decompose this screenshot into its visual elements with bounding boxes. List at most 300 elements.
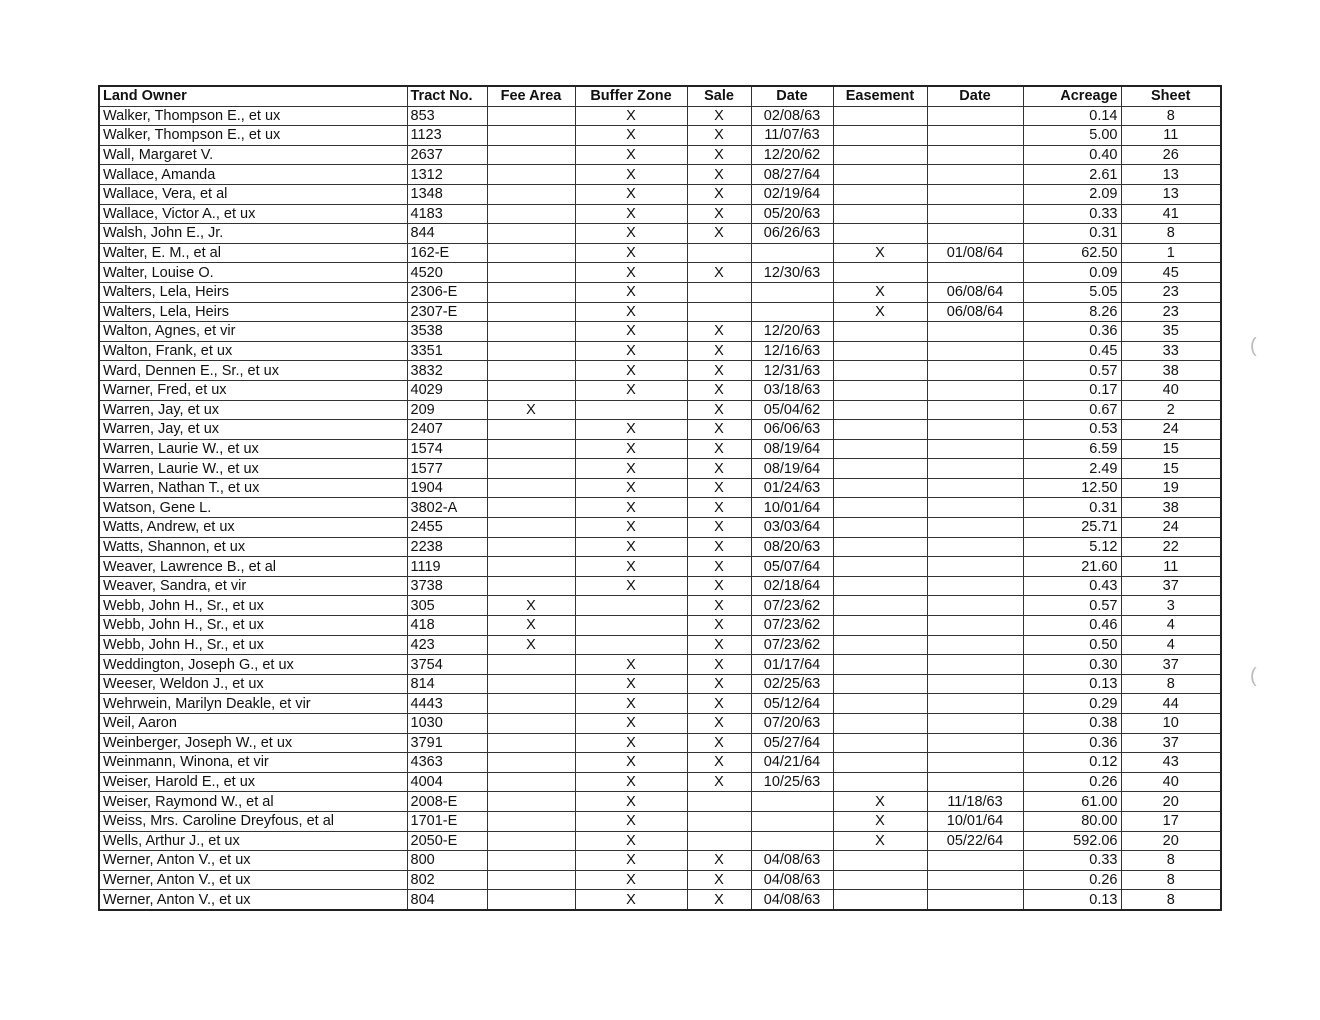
sale-date-cell: 10/25/63 bbox=[751, 772, 833, 792]
land-owner-cell: Weaver, Sandra, et vir bbox=[99, 576, 407, 596]
sale-date-cell: 04/08/63 bbox=[751, 851, 833, 871]
land-owner-cell: Warren, Laurie W., et ux bbox=[99, 459, 407, 479]
tract-no-cell: 1348 bbox=[407, 184, 487, 204]
land-owner-cell: Warren, Laurie W., et ux bbox=[99, 439, 407, 459]
acreage-cell: 0.50 bbox=[1023, 635, 1121, 655]
acreage-cell: 0.31 bbox=[1023, 498, 1121, 518]
easement-cell bbox=[833, 772, 927, 792]
fee-area-cell bbox=[487, 459, 575, 479]
easement-cell bbox=[833, 420, 927, 440]
sheet-cell: 37 bbox=[1121, 576, 1221, 596]
easement-cell: X bbox=[833, 792, 927, 812]
acreage-cell: 62.50 bbox=[1023, 243, 1121, 263]
acreage-cell: 0.40 bbox=[1023, 145, 1121, 165]
fee-area-cell bbox=[487, 674, 575, 694]
sheet-cell: 8 bbox=[1121, 674, 1221, 694]
fee-area-cell bbox=[487, 420, 575, 440]
tract-no-cell: 1701-E bbox=[407, 811, 487, 831]
tract-no-cell: 162-E bbox=[407, 243, 487, 263]
acreage-cell: 0.13 bbox=[1023, 890, 1121, 910]
sheet-cell: 33 bbox=[1121, 341, 1221, 361]
sheet-cell: 4 bbox=[1121, 616, 1221, 636]
easement-cell bbox=[833, 204, 927, 224]
tract-no-cell: 209 bbox=[407, 400, 487, 420]
sale-date-cell: 12/16/63 bbox=[751, 341, 833, 361]
fee-area-cell bbox=[487, 380, 575, 400]
table-row bbox=[99, 792, 1221, 812]
sheet-cell: 40 bbox=[1121, 380, 1221, 400]
fee-area-cell bbox=[487, 851, 575, 871]
buffer-zone-cell bbox=[575, 635, 687, 655]
fee-area-cell bbox=[487, 106, 575, 126]
fee-area-cell: X bbox=[487, 400, 575, 420]
easement-date-cell bbox=[927, 870, 1023, 890]
sale-date-cell: 05/27/64 bbox=[751, 733, 833, 753]
easement-cell bbox=[833, 459, 927, 479]
acreage-cell: 21.60 bbox=[1023, 557, 1121, 577]
easement-cell: X bbox=[833, 282, 927, 302]
sheet-cell: 4 bbox=[1121, 635, 1221, 655]
tract-no-cell: 1574 bbox=[407, 439, 487, 459]
easement-date-cell bbox=[927, 361, 1023, 381]
acreage-cell: 0.17 bbox=[1023, 380, 1121, 400]
sheet-cell: 44 bbox=[1121, 694, 1221, 714]
table-row bbox=[99, 204, 1221, 224]
sheet-cell: 15 bbox=[1121, 459, 1221, 479]
tract-no-cell: 3754 bbox=[407, 655, 487, 675]
land-owner-cell: Walter, E. M., et al bbox=[99, 243, 407, 263]
sale-date-cell bbox=[751, 792, 833, 812]
sale-cell: X bbox=[687, 420, 751, 440]
table-row bbox=[99, 557, 1221, 577]
fee-area-cell bbox=[487, 165, 575, 185]
sale-cell: X bbox=[687, 322, 751, 342]
tract-no-cell: 853 bbox=[407, 106, 487, 126]
sale-cell: X bbox=[687, 655, 751, 675]
tract-no-cell: 3832 bbox=[407, 361, 487, 381]
acreage-cell: 0.38 bbox=[1023, 714, 1121, 734]
land-owner-cell: Weiss, Mrs. Caroline Dreyfous, et al bbox=[99, 811, 407, 831]
easement-date-cell bbox=[927, 263, 1023, 283]
easement-date-cell bbox=[927, 733, 1023, 753]
tract-no-cell: 4029 bbox=[407, 380, 487, 400]
buffer-zone-cell: X bbox=[575, 145, 687, 165]
land-owner-cell: Webb, John H., Sr., et ux bbox=[99, 596, 407, 616]
col-header-fee-area: Fee Area bbox=[487, 86, 575, 106]
acreage-cell: 0.45 bbox=[1023, 341, 1121, 361]
fee-area-cell bbox=[487, 537, 575, 557]
sheet-cell: 37 bbox=[1121, 733, 1221, 753]
sale-cell: X bbox=[687, 224, 751, 244]
easement-date-cell bbox=[927, 126, 1023, 146]
sale-date-cell bbox=[751, 811, 833, 831]
land-owner-cell: Walker, Thompson E., et ux bbox=[99, 106, 407, 126]
sale-cell: X bbox=[687, 576, 751, 596]
buffer-zone-cell: X bbox=[575, 126, 687, 146]
fee-area-cell bbox=[487, 302, 575, 322]
tract-no-cell: 305 bbox=[407, 596, 487, 616]
sheet-cell: 8 bbox=[1121, 870, 1221, 890]
sheet-cell: 17 bbox=[1121, 811, 1221, 831]
acreage-cell: 0.53 bbox=[1023, 420, 1121, 440]
tract-no-cell: 1030 bbox=[407, 714, 487, 734]
tract-no-cell: 4004 bbox=[407, 772, 487, 792]
table-row bbox=[99, 890, 1221, 910]
sale-cell: X bbox=[687, 263, 751, 283]
tract-no-cell: 3738 bbox=[407, 576, 487, 596]
table-row bbox=[99, 380, 1221, 400]
sale-date-cell: 02/19/64 bbox=[751, 184, 833, 204]
table-row bbox=[99, 263, 1221, 283]
table-row bbox=[99, 282, 1221, 302]
land-owner-cell: Warner, Fred, et ux bbox=[99, 380, 407, 400]
tract-no-cell: 2306-E bbox=[407, 282, 487, 302]
table-row bbox=[99, 126, 1221, 146]
buffer-zone-cell: X bbox=[575, 655, 687, 675]
land-owner-cell: Weaver, Lawrence B., et al bbox=[99, 557, 407, 577]
fee-area-cell bbox=[487, 145, 575, 165]
col-header-easement: Easement bbox=[833, 86, 927, 106]
table-row bbox=[99, 576, 1221, 596]
land-owner-table bbox=[98, 85, 1222, 911]
acreage-cell: 61.00 bbox=[1023, 792, 1121, 812]
sheet-cell: 41 bbox=[1121, 204, 1221, 224]
sale-cell: X bbox=[687, 714, 751, 734]
acreage-cell: 5.05 bbox=[1023, 282, 1121, 302]
easement-date-cell bbox=[927, 498, 1023, 518]
easement-cell bbox=[833, 733, 927, 753]
sale-cell: X bbox=[687, 870, 751, 890]
easement-date-cell bbox=[927, 851, 1023, 871]
easement-date-cell: 06/08/64 bbox=[927, 302, 1023, 322]
sale-cell: X bbox=[687, 537, 751, 557]
sale-date-cell: 06/26/63 bbox=[751, 224, 833, 244]
buffer-zone-cell: X bbox=[575, 322, 687, 342]
sheet-cell: 35 bbox=[1121, 322, 1221, 342]
acreage-cell: 0.33 bbox=[1023, 204, 1121, 224]
acreage-cell: 0.26 bbox=[1023, 870, 1121, 890]
buffer-zone-cell: X bbox=[575, 733, 687, 753]
easement-date-cell bbox=[927, 890, 1023, 910]
sale-cell: X bbox=[687, 753, 751, 773]
sale-cell: X bbox=[687, 145, 751, 165]
sale-cell: X bbox=[687, 400, 751, 420]
buffer-zone-cell: X bbox=[575, 204, 687, 224]
easement-cell bbox=[833, 635, 927, 655]
tract-no-cell: 1577 bbox=[407, 459, 487, 479]
tract-no-cell: 802 bbox=[407, 870, 487, 890]
land-owner-cell: Walter, Louise O. bbox=[99, 263, 407, 283]
acreage-cell: 0.26 bbox=[1023, 772, 1121, 792]
sale-date-cell: 07/20/63 bbox=[751, 714, 833, 734]
sale-cell: X bbox=[687, 439, 751, 459]
easement-cell bbox=[833, 576, 927, 596]
buffer-zone-cell: X bbox=[575, 674, 687, 694]
buffer-zone-cell: X bbox=[575, 439, 687, 459]
col-header-buffer-zone: Buffer Zone bbox=[575, 86, 687, 106]
buffer-zone-cell: X bbox=[575, 753, 687, 773]
acreage-cell: 80.00 bbox=[1023, 811, 1121, 831]
easement-date-cell bbox=[927, 772, 1023, 792]
table-row bbox=[99, 694, 1221, 714]
tract-no-cell: 1904 bbox=[407, 478, 487, 498]
acreage-cell: 0.67 bbox=[1023, 400, 1121, 420]
tract-no-cell: 3351 bbox=[407, 341, 487, 361]
table-row bbox=[99, 165, 1221, 185]
sheet-cell: 19 bbox=[1121, 478, 1221, 498]
table-row bbox=[99, 674, 1221, 694]
acreage-cell: 0.12 bbox=[1023, 753, 1121, 773]
easement-date-cell bbox=[927, 439, 1023, 459]
land-owner-cell: Webb, John H., Sr., et ux bbox=[99, 616, 407, 636]
fee-area-cell: X bbox=[487, 635, 575, 655]
easement-cell: X bbox=[833, 811, 927, 831]
fee-area-cell bbox=[487, 714, 575, 734]
easement-date-cell bbox=[927, 322, 1023, 342]
table-row bbox=[99, 361, 1221, 381]
sheet-cell: 8 bbox=[1121, 224, 1221, 244]
fee-area-cell bbox=[487, 753, 575, 773]
sheet-cell: 11 bbox=[1121, 126, 1221, 146]
table-row bbox=[99, 733, 1221, 753]
sale-date-cell: 07/23/62 bbox=[751, 616, 833, 636]
land-owner-cell: Weiser, Raymond W., et al bbox=[99, 792, 407, 812]
sheet-cell: 13 bbox=[1121, 184, 1221, 204]
table-row bbox=[99, 106, 1221, 126]
buffer-zone-cell: X bbox=[575, 557, 687, 577]
land-owner-cell: Wallace, Vera, et al bbox=[99, 184, 407, 204]
table-row bbox=[99, 753, 1221, 773]
table-body bbox=[99, 106, 1221, 910]
buffer-zone-cell: X bbox=[575, 224, 687, 244]
fee-area-cell bbox=[487, 831, 575, 851]
easement-date-cell bbox=[927, 224, 1023, 244]
easement-cell bbox=[833, 361, 927, 381]
easement-cell bbox=[833, 126, 927, 146]
easement-cell bbox=[833, 596, 927, 616]
sale-cell: X bbox=[687, 126, 751, 146]
easement-date-cell bbox=[927, 537, 1023, 557]
buffer-zone-cell: X bbox=[575, 361, 687, 381]
tract-no-cell: 814 bbox=[407, 674, 487, 694]
sale-cell: X bbox=[687, 772, 751, 792]
fee-area-cell bbox=[487, 282, 575, 302]
col-header-easement-date: Date bbox=[927, 86, 1023, 106]
sheet-cell: 23 bbox=[1121, 302, 1221, 322]
table-row bbox=[99, 655, 1221, 675]
fee-area-cell bbox=[487, 576, 575, 596]
easement-cell bbox=[833, 322, 927, 342]
land-owner-cell: Walker, Thompson E., et ux bbox=[99, 126, 407, 146]
sheet-cell: 15 bbox=[1121, 439, 1221, 459]
tract-no-cell: 2008-E bbox=[407, 792, 487, 812]
sheet-cell: 40 bbox=[1121, 772, 1221, 792]
acreage-cell: 0.13 bbox=[1023, 674, 1121, 694]
fee-area-cell bbox=[487, 243, 575, 263]
sale-date-cell: 02/18/64 bbox=[751, 576, 833, 596]
sale-date-cell: 02/08/63 bbox=[751, 106, 833, 126]
land-owner-cell: Warren, Jay, et ux bbox=[99, 400, 407, 420]
fee-area-cell bbox=[487, 263, 575, 283]
easement-date-cell bbox=[927, 576, 1023, 596]
buffer-zone-cell: X bbox=[575, 165, 687, 185]
sale-date-cell: 08/19/64 bbox=[751, 459, 833, 479]
acreage-cell: 0.36 bbox=[1023, 733, 1121, 753]
sheet-cell: 37 bbox=[1121, 655, 1221, 675]
fee-area-cell bbox=[487, 772, 575, 792]
acreage-cell: 0.09 bbox=[1023, 263, 1121, 283]
easement-cell: X bbox=[833, 302, 927, 322]
sale-cell: X bbox=[687, 478, 751, 498]
sheet-cell: 20 bbox=[1121, 792, 1221, 812]
table-row bbox=[99, 537, 1221, 557]
scan-artifact-mark: ( bbox=[1250, 665, 1257, 687]
buffer-zone-cell: X bbox=[575, 576, 687, 596]
table-row bbox=[99, 596, 1221, 616]
tract-no-cell: 2307-E bbox=[407, 302, 487, 322]
fee-area-cell bbox=[487, 518, 575, 538]
easement-date-cell bbox=[927, 145, 1023, 165]
sale-cell bbox=[687, 302, 751, 322]
land-owner-cell: Walton, Frank, et ux bbox=[99, 341, 407, 361]
land-owner-cell: Weinberger, Joseph W., et ux bbox=[99, 733, 407, 753]
easement-cell bbox=[833, 106, 927, 126]
easement-cell bbox=[833, 380, 927, 400]
easement-cell bbox=[833, 851, 927, 871]
buffer-zone-cell bbox=[575, 596, 687, 616]
fee-area-cell bbox=[487, 655, 575, 675]
col-header-sale: Sale bbox=[687, 86, 751, 106]
sheet-cell: 2 bbox=[1121, 400, 1221, 420]
buffer-zone-cell bbox=[575, 616, 687, 636]
easement-date-cell bbox=[927, 616, 1023, 636]
sale-date-cell: 05/12/64 bbox=[751, 694, 833, 714]
acreage-cell: 12.50 bbox=[1023, 478, 1121, 498]
easement-cell bbox=[833, 753, 927, 773]
scan-artifact-mark: ( bbox=[1250, 335, 1257, 357]
tract-no-cell: 2407 bbox=[407, 420, 487, 440]
table-row bbox=[99, 145, 1221, 165]
tract-no-cell: 1123 bbox=[407, 126, 487, 146]
land-owner-cell: Wells, Arthur J., et ux bbox=[99, 831, 407, 851]
easement-cell bbox=[833, 478, 927, 498]
sale-cell: X bbox=[687, 204, 751, 224]
acreage-cell: 5.12 bbox=[1023, 537, 1121, 557]
sheet-cell: 8 bbox=[1121, 106, 1221, 126]
sale-date-cell: 07/23/62 bbox=[751, 596, 833, 616]
sale-cell: X bbox=[687, 674, 751, 694]
easement-cell bbox=[833, 341, 927, 361]
land-owner-cell: Watson, Gene L. bbox=[99, 498, 407, 518]
sale-date-cell: 07/23/62 bbox=[751, 635, 833, 655]
land-owner-cell: Weddington, Joseph G., et ux bbox=[99, 655, 407, 675]
sale-cell: X bbox=[687, 890, 751, 910]
land-owner-cell: Ward, Dennen E., Sr., et ux bbox=[99, 361, 407, 381]
sale-cell bbox=[687, 792, 751, 812]
sale-date-cell: 03/03/64 bbox=[751, 518, 833, 538]
sale-date-cell: 01/24/63 bbox=[751, 478, 833, 498]
sale-date-cell: 06/06/63 bbox=[751, 420, 833, 440]
easement-cell bbox=[833, 714, 927, 734]
buffer-zone-cell: X bbox=[575, 380, 687, 400]
land-owner-cell: Wallace, Victor A., et ux bbox=[99, 204, 407, 224]
land-owner-cell: Werner, Anton V., et ux bbox=[99, 890, 407, 910]
sale-date-cell: 01/17/64 bbox=[751, 655, 833, 675]
easement-cell bbox=[833, 557, 927, 577]
tract-no-cell: 844 bbox=[407, 224, 487, 244]
sale-date-cell: 04/08/63 bbox=[751, 870, 833, 890]
acreage-cell: 0.43 bbox=[1023, 576, 1121, 596]
tract-no-cell: 1119 bbox=[407, 557, 487, 577]
tract-no-cell: 2050-E bbox=[407, 831, 487, 851]
sheet-cell: 45 bbox=[1121, 263, 1221, 283]
acreage-cell: 0.57 bbox=[1023, 596, 1121, 616]
table-row bbox=[99, 870, 1221, 890]
sale-cell: X bbox=[687, 557, 751, 577]
easement-date-cell: 10/01/64 bbox=[927, 811, 1023, 831]
sale-cell: X bbox=[687, 498, 751, 518]
land-owner-cell: Wehrwein, Marilyn Deakle, et vir bbox=[99, 694, 407, 714]
sale-cell bbox=[687, 282, 751, 302]
acreage-cell: 0.57 bbox=[1023, 361, 1121, 381]
sale-date-cell: 08/27/64 bbox=[751, 165, 833, 185]
easement-date-cell bbox=[927, 420, 1023, 440]
easement-cell: X bbox=[833, 243, 927, 263]
sheet-cell: 11 bbox=[1121, 557, 1221, 577]
fee-area-cell: X bbox=[487, 596, 575, 616]
col-header-sale-date: Date bbox=[751, 86, 833, 106]
easement-cell bbox=[833, 616, 927, 636]
col-header-land-owner: Land Owner bbox=[99, 86, 407, 106]
sale-cell bbox=[687, 831, 751, 851]
buffer-zone-cell: X bbox=[575, 772, 687, 792]
table-row bbox=[99, 420, 1221, 440]
easement-cell bbox=[833, 870, 927, 890]
easement-cell bbox=[833, 674, 927, 694]
land-owner-cell: Warren, Jay, et ux bbox=[99, 420, 407, 440]
easement-date-cell: 01/08/64 bbox=[927, 243, 1023, 263]
sheet-cell: 22 bbox=[1121, 537, 1221, 557]
buffer-zone-cell: X bbox=[575, 106, 687, 126]
sheet-cell: 24 bbox=[1121, 420, 1221, 440]
sale-cell bbox=[687, 811, 751, 831]
easement-date-cell bbox=[927, 753, 1023, 773]
sale-cell: X bbox=[687, 596, 751, 616]
table-row bbox=[99, 851, 1221, 871]
sale-date-cell bbox=[751, 831, 833, 851]
tract-no-cell: 4183 bbox=[407, 204, 487, 224]
easement-date-cell bbox=[927, 694, 1023, 714]
acreage-cell: 6.59 bbox=[1023, 439, 1121, 459]
header-row bbox=[99, 86, 1221, 106]
buffer-zone-cell: X bbox=[575, 694, 687, 714]
sheet-cell: 24 bbox=[1121, 518, 1221, 538]
easement-date-cell bbox=[927, 459, 1023, 479]
tract-no-cell: 2637 bbox=[407, 145, 487, 165]
sale-cell: X bbox=[687, 341, 751, 361]
easement-date-cell bbox=[927, 635, 1023, 655]
easement-cell bbox=[833, 263, 927, 283]
sale-date-cell bbox=[751, 243, 833, 263]
table-row bbox=[99, 184, 1221, 204]
fee-area-cell: X bbox=[487, 616, 575, 636]
buffer-zone-cell: X bbox=[575, 792, 687, 812]
tract-no-cell: 3538 bbox=[407, 322, 487, 342]
fee-area-cell bbox=[487, 694, 575, 714]
land-owner-cell: Werner, Anton V., et ux bbox=[99, 851, 407, 871]
sale-date-cell: 04/21/64 bbox=[751, 753, 833, 773]
sale-cell: X bbox=[687, 518, 751, 538]
